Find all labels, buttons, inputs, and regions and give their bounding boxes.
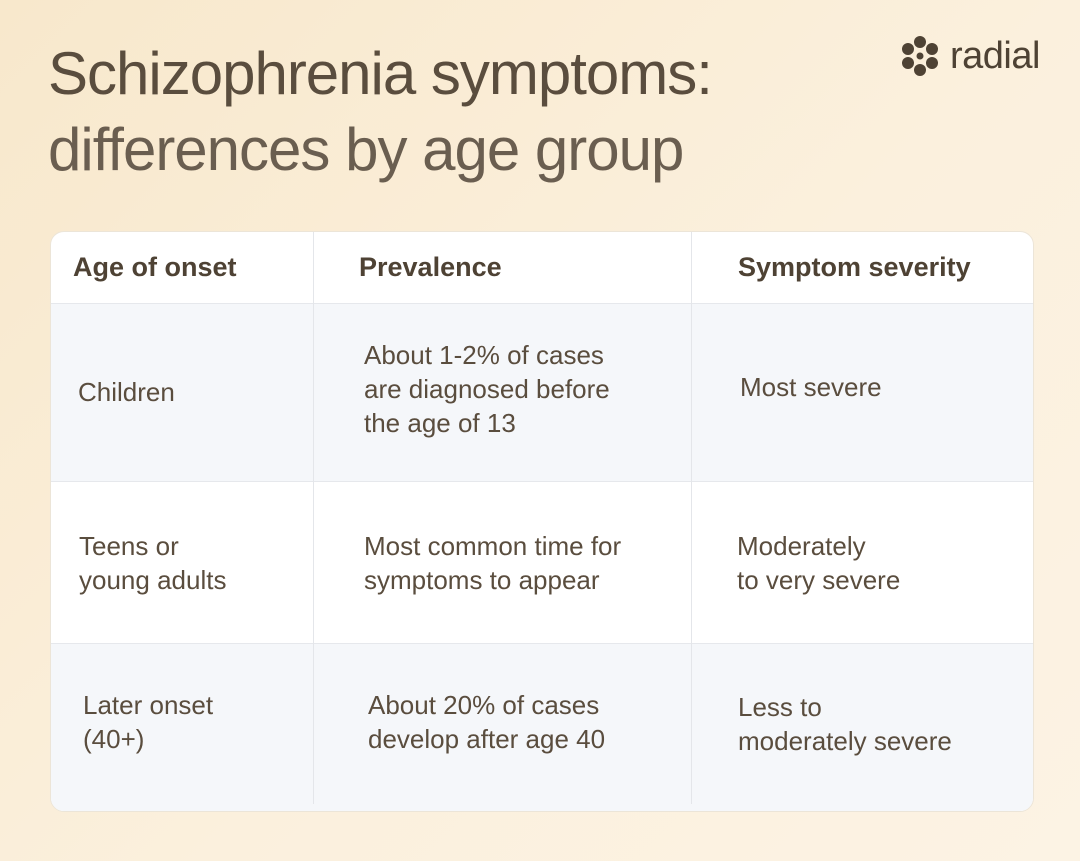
page-title (48, 36, 712, 188)
row-2-severity: Moderately to very severe (737, 530, 901, 595)
header-symptom-severity: Symptom severity (738, 252, 971, 282)
row-3-severity: Less to moderately severe (692, 644, 1034, 812)
brand-logo (898, 32, 1040, 80)
title-line-2: differences by age group (48, 116, 684, 183)
row-3-age: Later onset (40+) (51, 644, 317, 812)
title-line-1: Schizophrenia symptoms: (48, 40, 712, 107)
comparison-table (50, 231, 1034, 812)
row-1-severity: Most severe (692, 303, 1034, 481)
row-1-prevalence: About 1-2% of cases are diagnosed before the age of 13 (317, 303, 692, 481)
row-2-age: Teens or young adults (79, 530, 227, 595)
flower-logo-icon (898, 34, 942, 78)
row-3-prevalence: About 20% of cases develop after age 40 (317, 644, 692, 812)
logo-text: radial (950, 34, 1040, 77)
row-2-prevalence: Most common time for symptoms to appear (364, 530, 622, 595)
header-prevalence: Prevalence (359, 252, 502, 282)
header-divider (51, 303, 1034, 304)
row-divider-1 (51, 481, 1034, 482)
column-divider-2 (691, 232, 692, 804)
header-age-of-onset: Age of onset (73, 252, 237, 282)
row-1-age: Children (51, 303, 317, 481)
column-divider-1 (313, 232, 314, 804)
row-divider-2 (51, 643, 1034, 644)
